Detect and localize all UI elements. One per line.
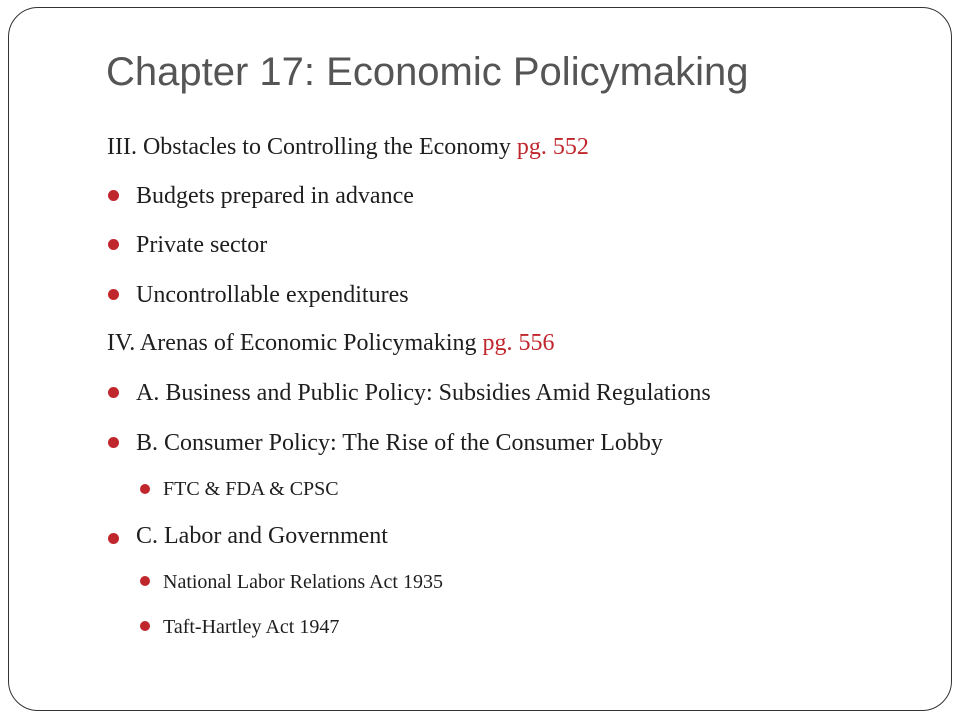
sub-bullet-icon	[140, 621, 150, 631]
sub-bullet-icon	[140, 576, 150, 586]
section-heading-text: IV. Arenas of Economic Policymaking	[107, 330, 477, 356]
section-heading-text: III. Obstacles to Controlling the Economy	[107, 134, 511, 160]
bullet-icon	[108, 289, 119, 300]
sub-list-item: FTC & FDA & CPSC	[163, 478, 339, 500]
bullet-icon	[108, 387, 119, 398]
slide-title: Chapter 17: Economic Policymaking	[106, 50, 749, 94]
page-reference: pg. 552	[516, 134, 589, 160]
list-item: Uncontrollable expenditures	[136, 282, 409, 308]
bullet-icon	[108, 190, 119, 201]
sub-list-item: National Labor Relations Act 1935	[163, 571, 443, 593]
section-heading-iii	[107, 132, 589, 162]
section-heading-iv	[107, 328, 555, 358]
list-item: C. Labor and Government	[136, 523, 388, 549]
bullet-icon	[108, 437, 119, 448]
list-item: A. Business and Public Policy: Subsidies Amid Regulations	[136, 380, 711, 406]
list-item: B. Consumer Policy: The Rise of the Consumer Lobby	[136, 430, 663, 456]
bullet-icon	[108, 533, 119, 544]
sub-bullet-icon	[140, 484, 150, 494]
list-item: Private sector	[136, 232, 268, 258]
page-reference: pg. 556	[482, 330, 555, 356]
list-item: Budgets prepared in advance	[136, 183, 414, 209]
sub-list-item: Taft-Hartley Act 1947	[163, 616, 340, 638]
bullet-icon	[108, 239, 119, 250]
